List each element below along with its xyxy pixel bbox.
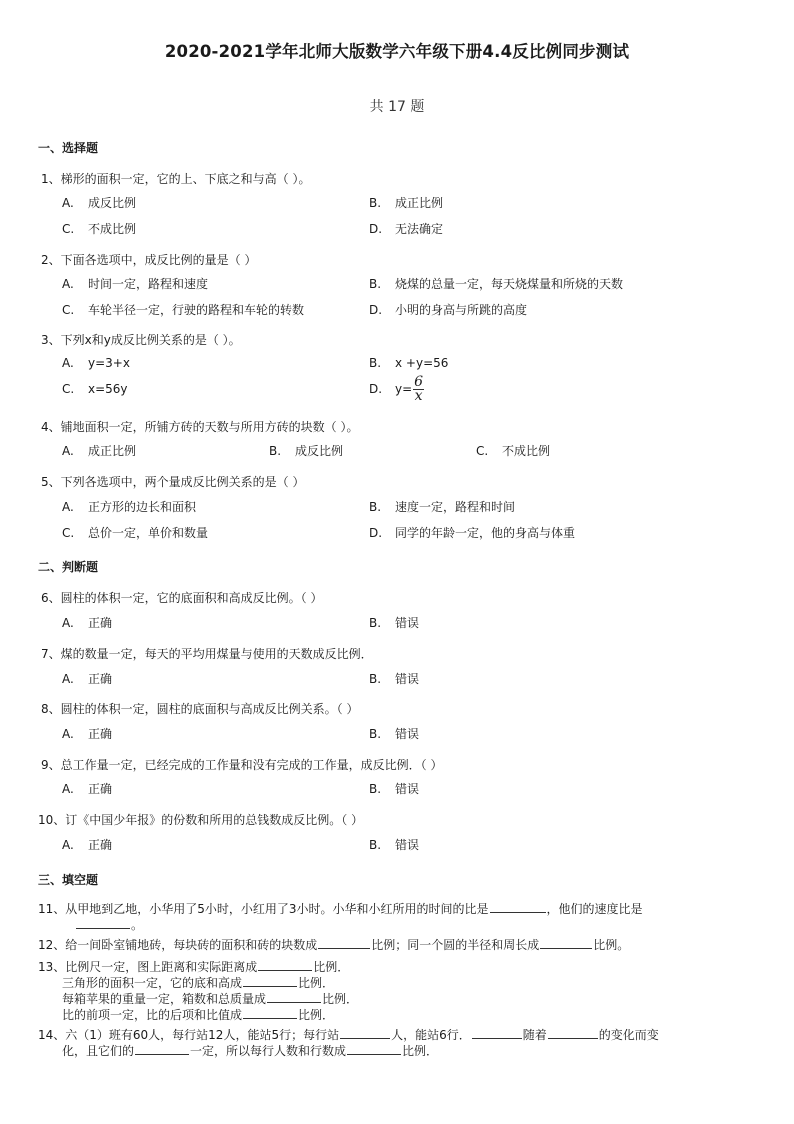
question-13: 13、比例尺一定，图上距离和实际距离成 比例． <box>38 960 350 974</box>
q2-option-d[interactable]: D. 小明的身高与所跳的高度 <box>369 303 528 317</box>
question-12: 12、给一间卧室铺地砖，每块砖的面积和砖的块数成 比例；同一个圆的半径和周长成 比例。 <box>38 938 630 952</box>
answer-blank[interactable] <box>540 937 592 949</box>
answer-blank[interactable] <box>318 937 370 949</box>
q1-option-b[interactable]: B. 成正比例 <box>369 196 444 210</box>
answer-blank[interactable] <box>548 1027 598 1039</box>
question-6: 6、圆柱的体积一定，它的底面积和高成反比例。（ ） <box>41 591 323 605</box>
answer-blank[interactable] <box>267 991 321 1003</box>
section-heading-fill-in: 三、填空题 <box>38 873 99 887</box>
question-7: 7、煤的数量一定，每天的平均用煤量与使用的天数成反比例． <box>41 647 373 661</box>
answer-blank[interactable] <box>472 1027 522 1039</box>
q2-option-a[interactable]: A. 时间一定，路程和速度 <box>62 277 209 291</box>
answer-blank[interactable] <box>135 1043 189 1055</box>
q4-option-b[interactable]: B. 成反比例 <box>269 444 344 458</box>
q1-option-a[interactable]: A. 成反比例 <box>62 196 137 210</box>
question-14-line-2: 化，且它们的 一定，所以每行人数和行数成 比例． <box>62 1044 439 1058</box>
fraction-six-over-x: $\frac{6}{x}$ <box>414 374 424 404</box>
q5-option-b[interactable]: B. 速度一定，路程和时间 <box>369 500 516 514</box>
answer-blank[interactable] <box>490 901 546 913</box>
q7-option-a[interactable]: A. 正确 <box>62 672 113 686</box>
question-14: 14、六（1）班有60人，每行站12人，能站5行；每行站 人，能站6行． 随着 的变化而变 <box>38 1028 659 1042</box>
question-13-line-3: 每箱苹果的重量一定，箱数和总质量成 比例． <box>62 992 359 1006</box>
q3-option-a[interactable]: A. y=3+x <box>62 356 130 370</box>
q5-option-c[interactable]: C. 总价一定，单价和数量 <box>62 526 209 540</box>
question-13-line-2: 三角形的面积一定，它的底和高成 比例． <box>62 976 335 990</box>
question-1: 1、梯形的面积一定，它的上、下底之和与高（ ）。 <box>41 172 311 186</box>
q3-option-d[interactable]: D. y= $\frac{6}{x}$ <box>369 374 424 404</box>
answer-blank[interactable] <box>76 917 130 929</box>
question-9: 9、总工作量一定，已经完成的工作量和没有完成的工作量，成反比例．（ ） <box>41 758 443 772</box>
q5-option-d[interactable]: D. 同学的年龄一定，他的身高与体重 <box>369 526 576 540</box>
answer-blank[interactable] <box>258 959 312 971</box>
answer-blank[interactable] <box>243 975 297 987</box>
q2-option-b[interactable]: B. 烧煤的总量一定，每天烧煤量和所烧的天数 <box>369 277 624 291</box>
question-3: 3、下列x和y成反比例关系的是（ ）。 <box>41 333 241 347</box>
answer-blank[interactable] <box>340 1027 390 1039</box>
question-11: 11、从甲地到乙地，小华用了5小时，小红用了3小时。小华和小红所用的时间的比是 ，他们的速度比是 <box>38 902 643 916</box>
q8-option-b[interactable]: B. 错误 <box>369 727 420 741</box>
q6-option-b[interactable]: B. 错误 <box>369 616 420 630</box>
section-heading-choice: 一、选择题 <box>38 141 99 155</box>
q10-option-a[interactable]: A. 正确 <box>62 838 113 852</box>
q1-option-d[interactable]: D. 无法确定 <box>369 222 444 236</box>
q4-option-c[interactable]: C. 不成比例 <box>476 444 551 458</box>
question-5: 5、下列各选项中，两个量成反比例关系的是（ ） <box>41 475 305 489</box>
q6-option-a[interactable]: A. 正确 <box>62 616 113 630</box>
q8-option-a[interactable]: A. 正确 <box>62 727 113 741</box>
q9-option-a[interactable]: A. 正确 <box>62 782 113 796</box>
q3-option-b[interactable]: B. x +y=56 <box>369 356 449 370</box>
q2-option-c[interactable]: C. 车轮半径一定，行驶的路程和车轮的转数 <box>62 303 305 317</box>
question-11-continued: 。 <box>75 917 143 933</box>
answer-blank[interactable] <box>243 1007 297 1019</box>
question-count: 共 17 题 <box>369 99 425 115</box>
q5-option-a[interactable]: A. 正方形的边长和面积 <box>62 500 197 514</box>
question-10: 10、订《中国少年报》的份数和所用的总钱数成反比例。（ ） <box>38 813 364 827</box>
q10-option-b[interactable]: B. 错误 <box>369 838 420 852</box>
question-8: 8、圆柱的体积一定，圆柱的底面积与高成反比例关系。（ ） <box>41 702 359 716</box>
question-2: 2、下面各选项中，成反比例的量是（ ） <box>41 253 257 267</box>
q7-option-b[interactable]: B. 错误 <box>369 672 420 686</box>
question-13-line-4: 比的前项一定，比的后项和比值成 比例． <box>62 1008 335 1022</box>
q4-option-a[interactable]: A. 成正比例 <box>62 444 137 458</box>
q9-option-b[interactable]: B. 错误 <box>369 782 420 796</box>
q1-option-c[interactable]: C. 不成比例 <box>62 222 137 236</box>
section-heading-true-false: 二、判断题 <box>38 560 99 574</box>
answer-blank[interactable] <box>347 1043 401 1055</box>
question-4: 4、铺地面积一定，所铺方砖的天数与所用方砖的块数（ ）。 <box>41 420 359 434</box>
q3-option-c[interactable]: C. x=56y <box>62 382 128 396</box>
page-title: 2020-2021学年北师大版数学六年级下册4.4反比例同步测试 <box>164 42 630 61</box>
